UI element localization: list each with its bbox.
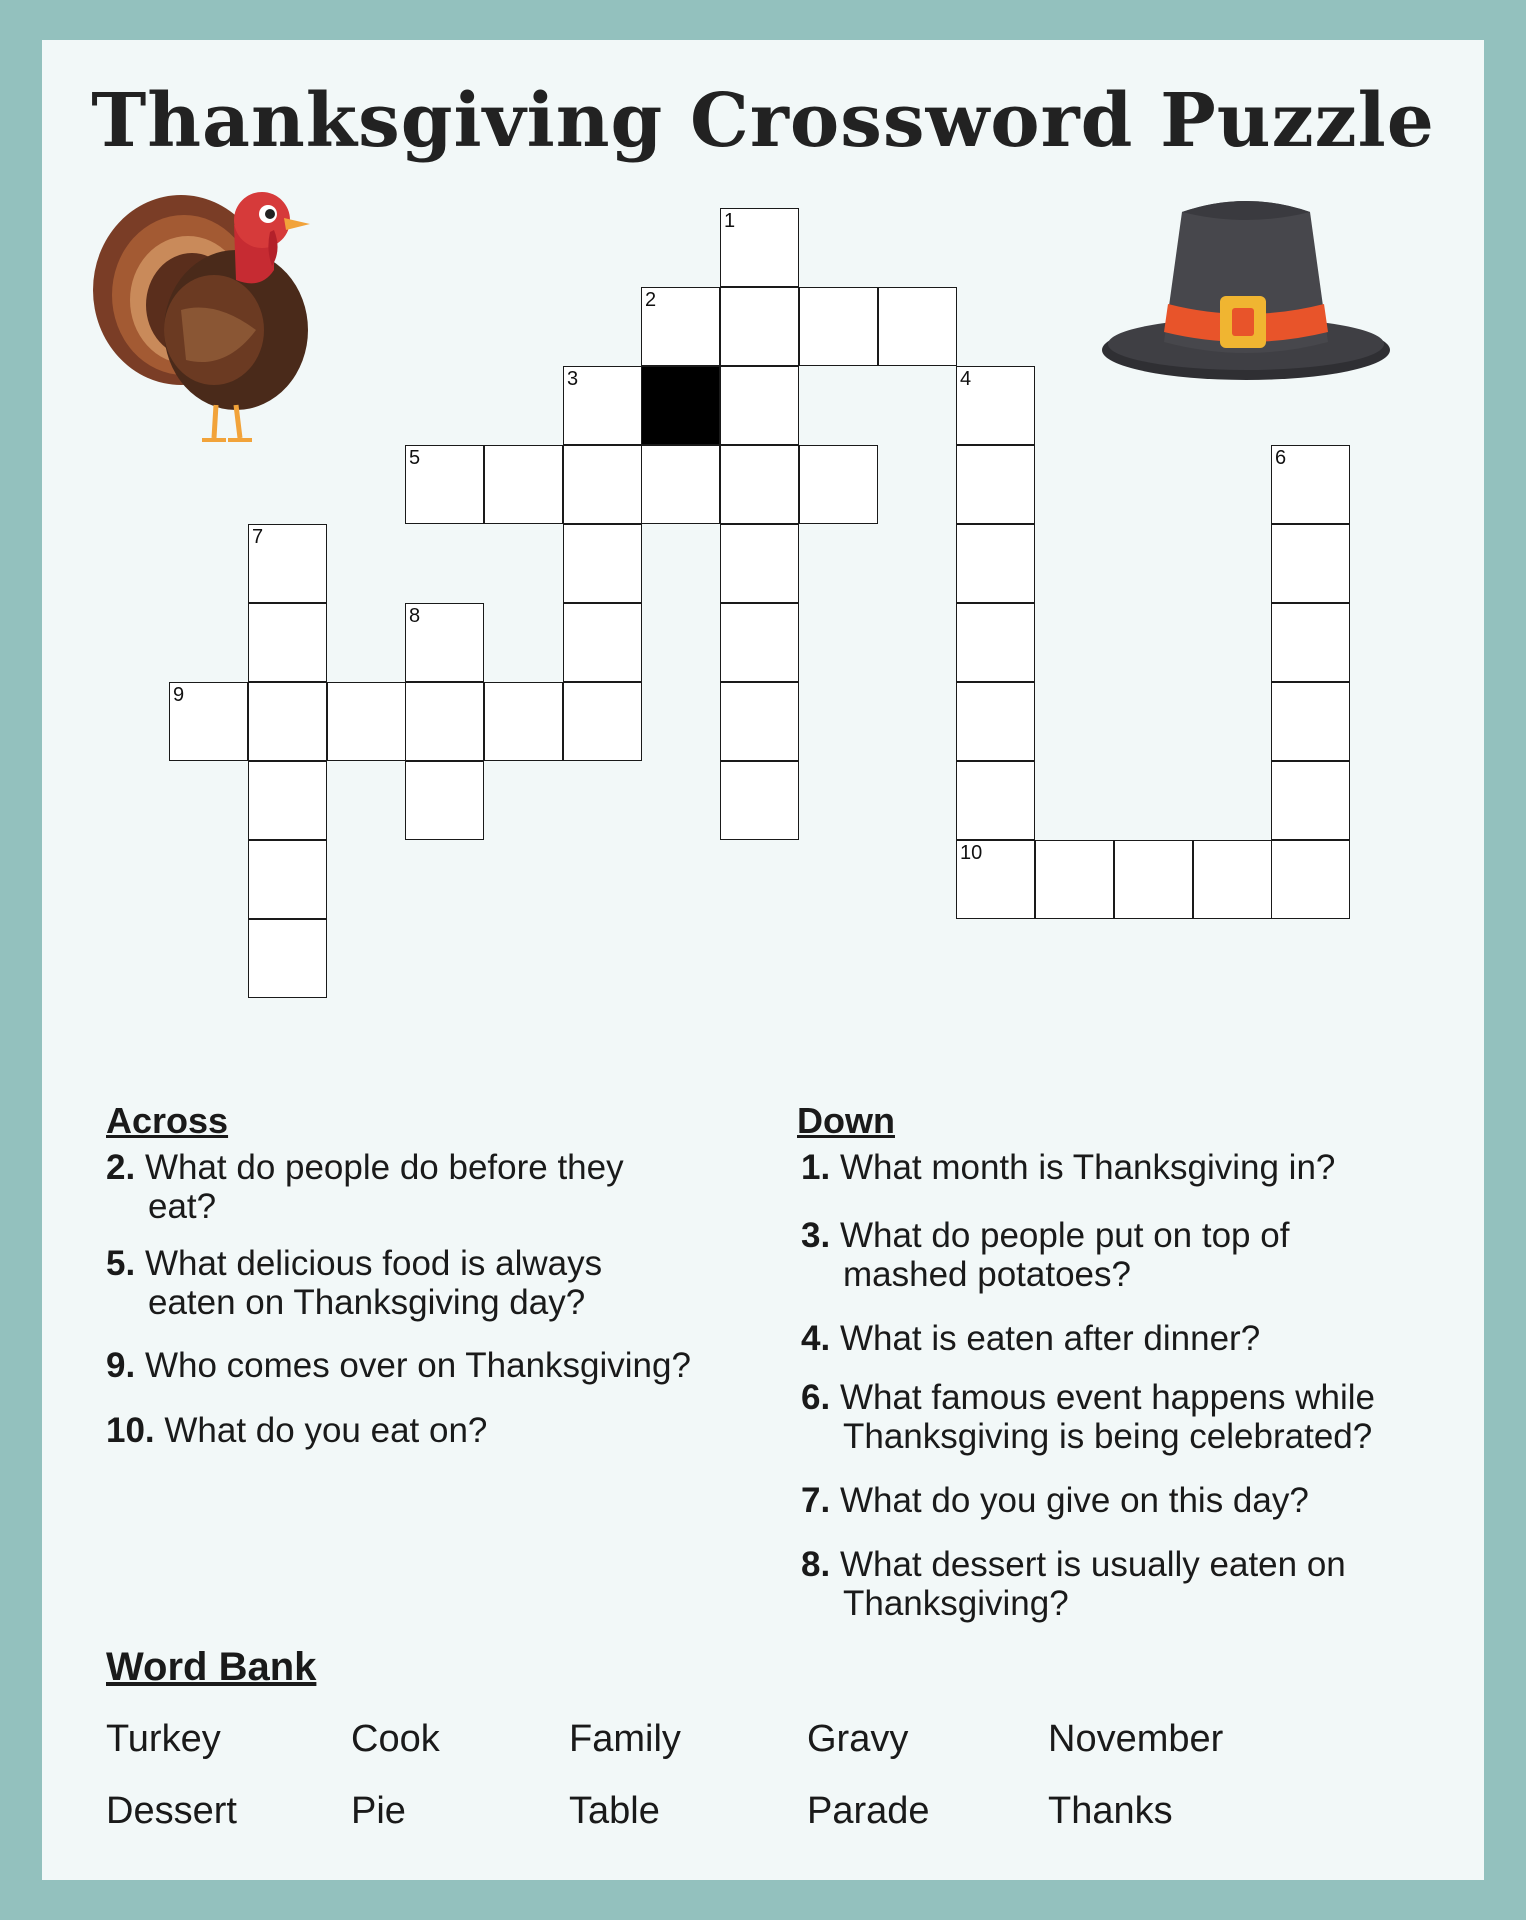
clue-number: 4. <box>801 1319 831 1358</box>
crossword-cell[interactable] <box>248 761 327 840</box>
clue-number: 2. <box>106 1148 136 1187</box>
crossword-cell[interactable] <box>956 445 1035 524</box>
across-clue <box>106 1148 726 1226</box>
word-bank-item: Parade <box>807 1790 930 1832</box>
crossword-cell[interactable] <box>248 840 327 919</box>
crossword-cell[interactable] <box>327 682 406 761</box>
clue-text: eaten on Thanksgiving day? <box>148 1283 586 1322</box>
page-title: Thanksgiving Crossword Puzzle <box>91 78 1435 164</box>
clue-number: 4 <box>960 368 972 390</box>
crossword-cell[interactable] <box>878 287 957 366</box>
crossword-cell[interactable] <box>1193 840 1272 919</box>
clue-number: 1 <box>724 210 736 232</box>
word-bank-item: Cook <box>351 1718 440 1760</box>
clue-number: 9. <box>106 1346 136 1385</box>
clue-text: eat? <box>148 1187 217 1226</box>
crossword-cell[interactable] <box>405 603 484 682</box>
clue-number: 7. <box>801 1481 831 1520</box>
clue-text: What do you give on this day? <box>839 1481 1309 1520</box>
clue-text: Who comes over on Thanksgiving? <box>144 1346 691 1385</box>
crossword-cell[interactable] <box>956 761 1035 840</box>
crossword-cell[interactable] <box>484 682 563 761</box>
crossword-cell[interactable] <box>799 445 878 524</box>
crossword-cell[interactable] <box>248 603 327 682</box>
crossword-cell[interactable] <box>641 445 720 524</box>
clue-text: What dessert is usually eaten on <box>839 1545 1346 1584</box>
across-clue <box>106 1244 726 1322</box>
clue-number: 6 <box>1275 447 1287 469</box>
crossword-cell[interactable] <box>1271 603 1350 682</box>
clue-text: What do you eat on? <box>164 1411 488 1450</box>
clue-text: What do people put on top of <box>839 1216 1290 1255</box>
crossword-cell[interactable] <box>799 287 878 366</box>
crossword-cell[interactable] <box>405 445 484 524</box>
word-bank-item: Turkey <box>106 1718 221 1760</box>
crossword-cell[interactable] <box>720 524 799 603</box>
crossword-cell[interactable] <box>405 761 484 840</box>
crossword-cell[interactable] <box>1271 840 1350 919</box>
crossword-cell[interactable] <box>563 366 642 445</box>
crossword-cell[interactable] <box>1035 840 1114 919</box>
crossword-cell[interactable] <box>720 761 799 840</box>
word-bank-item: Dessert <box>106 1790 237 1832</box>
across-clue <box>106 1411 726 1450</box>
crossword-cell[interactable] <box>563 524 642 603</box>
clue-text: What is eaten after dinner? <box>839 1319 1261 1358</box>
word-bank-item: Pie <box>351 1790 406 1832</box>
clue-number: 10. <box>106 1411 155 1450</box>
crossword-cell[interactable] <box>720 445 799 524</box>
down-heading: Down <box>797 1100 895 1141</box>
clue-number: 1. <box>801 1148 831 1187</box>
clue-text: mashed potatoes? <box>843 1255 1131 1294</box>
clue-text: What delicious food is always <box>144 1244 603 1283</box>
clue-number: 3. <box>801 1216 831 1255</box>
crossword-cell[interactable] <box>956 524 1035 603</box>
across-clue <box>106 1346 766 1385</box>
clue-number: 8 <box>409 605 421 627</box>
word-bank-item: Gravy <box>807 1718 909 1760</box>
crossword-cell[interactable] <box>720 682 799 761</box>
crossword-cell[interactable] <box>956 603 1035 682</box>
crossword-cell[interactable] <box>956 366 1035 445</box>
clue-number: 5 <box>409 447 421 469</box>
clue-number: 2 <box>645 289 657 311</box>
crossword-cell[interactable] <box>1271 445 1350 524</box>
clue-number: 9 <box>173 684 185 706</box>
crossword-cell[interactable] <box>956 840 1035 919</box>
crossword-cell[interactable] <box>248 919 327 998</box>
crossword-cell[interactable] <box>1271 682 1350 761</box>
clue-number: 10 <box>960 842 983 864</box>
crossword-cell[interactable] <box>720 208 799 287</box>
clue-text: Thanksgiving? <box>843 1584 1069 1623</box>
crossword-cell[interactable] <box>956 682 1035 761</box>
down-clue <box>801 1319 1461 1358</box>
turkey-icon <box>86 180 326 450</box>
down-clue <box>801 1216 1461 1294</box>
clue-text: Thanksgiving is being celebrated? <box>843 1417 1373 1456</box>
word-bank-item: Table <box>569 1790 660 1832</box>
crossword-cell[interactable] <box>405 682 484 761</box>
crossword-cell[interactable] <box>563 682 642 761</box>
crossword-cell[interactable] <box>720 366 799 445</box>
pilgrim-hat-icon <box>1096 192 1396 392</box>
down-clue <box>801 1481 1461 1520</box>
crossword-cell[interactable] <box>1114 840 1193 919</box>
crossword-cell[interactable] <box>563 603 642 682</box>
crossword-cell[interactable] <box>720 287 799 366</box>
word-bank-heading: Word Bank <box>106 1645 317 1689</box>
across-heading: Across <box>106 1100 229 1141</box>
crossword-cell[interactable] <box>1271 761 1350 840</box>
down-clue <box>801 1378 1481 1456</box>
clue-text: What famous event happens while <box>839 1378 1375 1417</box>
crossword-cell[interactable] <box>248 682 327 761</box>
crossword-cell[interactable] <box>248 524 327 603</box>
blocked-cell <box>641 366 720 445</box>
clue-text: What month is Thanksgiving in? <box>839 1148 1336 1187</box>
clue-number: 3 <box>567 368 579 390</box>
clue-number: 8. <box>801 1545 831 1584</box>
clue-number: 7 <box>252 526 264 548</box>
crossword-cell[interactable] <box>484 445 563 524</box>
crossword-cell[interactable] <box>169 682 248 761</box>
word-bank-item: Family <box>569 1718 681 1760</box>
down-clue <box>801 1148 1461 1187</box>
clue-number: 6. <box>801 1378 831 1417</box>
clue-number: 5. <box>106 1244 136 1283</box>
clue-text: What do people do before they <box>144 1148 624 1187</box>
word-bank-item: November <box>1048 1718 1224 1760</box>
crossword-cell[interactable] <box>720 603 799 682</box>
crossword-cell[interactable] <box>563 445 642 524</box>
crossword-cell[interactable] <box>641 287 720 366</box>
word-bank-item: Thanks <box>1048 1790 1173 1832</box>
down-clue <box>801 1545 1481 1623</box>
crossword-cell[interactable] <box>1271 524 1350 603</box>
